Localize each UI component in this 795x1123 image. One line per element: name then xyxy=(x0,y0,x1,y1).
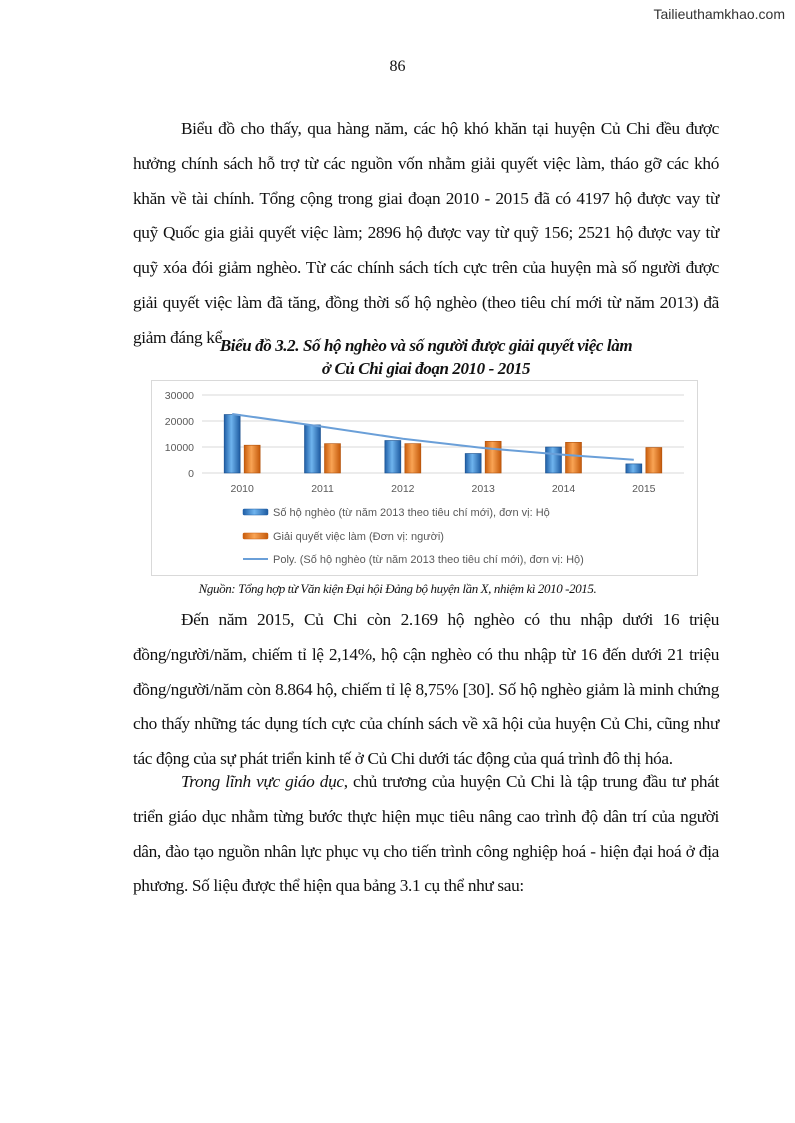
x-tick-label: 2011 xyxy=(311,483,334,495)
bar-poor-households-2012 xyxy=(385,441,401,474)
paragraph-3-text: , chủ trương của huyện Củ Chi là tập trung đầu tư phát triển giáo dục nhằm từng bước thực hiện mục tiêu nâng cao trình độ dân trí của người dân, đào tạo nguồn nhân lực phục vụ cho tiến trình công nghiệp hoá - hiện đại hoá ở địa phương. Số liệu được thể hiện qua bảng 3.1 cụ thể như sau: xyxy=(133,772,719,896)
paragraph-3 xyxy=(133,765,719,904)
x-tick-label: 2010 xyxy=(230,483,254,495)
chart-title-line-2: ở Củ Chi giai đoạn 2010 - 2015 xyxy=(321,359,531,378)
x-tick-label: 2014 xyxy=(551,483,576,495)
x-tick-label: 2012 xyxy=(391,483,415,495)
bar-employment-2013 xyxy=(485,441,501,473)
watermark: Tailieuthamkhao.com xyxy=(653,6,785,22)
y-tick-label: 20000 xyxy=(164,416,194,428)
chart-title xyxy=(133,334,719,380)
legend-label-poor-households: Số hộ nghèo (từ năm 2013 theo tiêu chí mới), đơn vị: Hộ xyxy=(273,507,550,519)
legend-swatch-employment xyxy=(243,533,268,539)
y-tick-label: 10000 xyxy=(164,442,194,454)
bar-employment-2010 xyxy=(244,445,260,473)
y-tick-label: 30000 xyxy=(164,390,194,402)
bar-employment-2014 xyxy=(566,442,582,473)
x-tick-label: 2013 xyxy=(471,483,495,495)
legend-label-employment: Giải quyết việc làm (Đơn vị: người) xyxy=(273,531,444,543)
paragraph-3-italic-lead: Trong lĩnh vực giáo dục xyxy=(181,772,344,791)
page-number: 86 xyxy=(389,58,406,75)
bar-poor-households-2010 xyxy=(224,415,240,474)
chart-svg xyxy=(152,381,699,577)
bar-employment-2011 xyxy=(325,444,341,473)
y-tick-label: 0 xyxy=(188,468,194,480)
bar-poor-households-2011 xyxy=(305,425,321,473)
bar-poor-households-2013 xyxy=(465,454,481,474)
chart-container xyxy=(151,380,698,576)
paragraph-2: Đến năm 2015, Củ Chi còn 2.169 hộ nghèo có thu nhập dưới 16 triệu đồng/người/năm, chiếm tỉ lệ 2,14%, hộ cận nghèo có thu nhập từ 16 đến dưới 21 triệu đồng/người/năm còn 8.864 hộ, chiếm tỉ lệ 8,75% [30]. Số hộ nghèo giảm là minh chứng cho thấy những tác dụng tích cực của chính sách về xã hội của huyện Củ Chi, cũng như tác động của sự phát triển kinh tế ở Củ Chi dưới tác động của quá trình đô thị hóa. xyxy=(133,610,719,769)
bar-poor-households-2015 xyxy=(626,464,642,473)
bar-employment-2015 xyxy=(646,448,662,473)
x-tick-label: 2015 xyxy=(632,483,656,495)
bar-poor-households-2014 xyxy=(546,447,562,473)
chart-title-line-1: Biểu đồ 3.2. Số hộ nghèo và số người được giải quyết việc làm xyxy=(219,336,633,355)
legend-swatch-poor-households xyxy=(243,509,268,515)
chart-source-note: Nguồn: Tổng hợp từ Văn kiện Đại hội Đảng bộ huyện lần X, nhiệm kì 2010 -2015. xyxy=(198,581,597,596)
paragraph-1: Biểu đồ cho thấy, qua hàng năm, các hộ khó khăn tại huyện Củ Chi đều được hưởng chính sách hỗ trợ từ các nguồn vốn nhằm giải quyết việc làm, tháo gỡ các khó khăn về tài chính. Tổng cộng trong giai đoạn 2010 - 2015 đã có 4197 hộ được vay từ quỹ Quốc gia giải quyết việc làm; 2896 hộ được vay từ quỹ 156; 2521 hộ được vay từ quỹ xóa đói giảm nghèo. Từ các chính sách tích cực trên của huyện mà số người được giải quyết việc làm đã tăng, đồng thời số hộ nghèo (theo tiêu chí mới từ năm 2013) đã giảm đáng kể. xyxy=(133,119,719,347)
bar-employment-2012 xyxy=(405,444,421,473)
legend-label-trendline: Poly. (Số hộ nghèo (từ năm 2013 theo tiêu chí mới), đơn vị: Hộ) xyxy=(273,554,584,566)
